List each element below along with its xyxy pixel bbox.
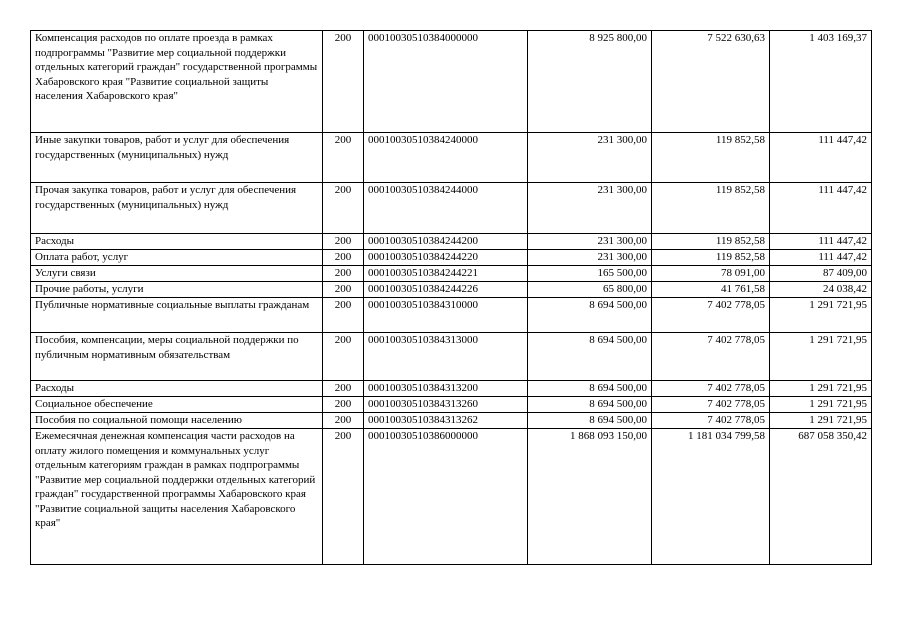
row-line-code: 200 (323, 234, 364, 250)
row-budget-code: 00010030510384244221 (364, 266, 528, 282)
table-row (31, 31, 872, 133)
row-name: Социальное обеспечение (31, 397, 323, 413)
row-budget-code: 00010030510384244000 (364, 183, 528, 234)
table-row (31, 381, 872, 397)
row-budget-code: 00010030510384244200 (364, 234, 528, 250)
row-approved: 231 300,00 (528, 183, 652, 234)
row-unexecuted: 24 038,42 (770, 282, 872, 298)
row-name: Компенсация расходов по оплате проезда в рамках подпрограммы "Развитие мер социальной поддержки отдельных категорий граждан" государственной программы Хабаровского края "Развитие социальной защиты населения Хабаровского края" (31, 31, 323, 133)
row-approved: 8 694 500,00 (528, 413, 652, 429)
row-line-code: 200 (323, 413, 364, 429)
row-executed: 119 852,58 (652, 250, 770, 266)
row-executed: 119 852,58 (652, 234, 770, 250)
row-line-code: 200 (323, 397, 364, 413)
row-unexecuted: 687 058 350,42 (770, 429, 872, 565)
row-unexecuted: 111 447,42 (770, 183, 872, 234)
row-name: Услуги связи (31, 266, 323, 282)
row-executed: 7 522 630,63 (652, 31, 770, 133)
row-unexecuted: 111 447,42 (770, 234, 872, 250)
row-approved: 8 694 500,00 (528, 298, 652, 333)
row-unexecuted: 1 291 721,95 (770, 381, 872, 397)
row-approved: 231 300,00 (528, 250, 652, 266)
row-executed: 7 402 778,05 (652, 413, 770, 429)
row-unexecuted: 1 291 721,95 (770, 413, 872, 429)
row-unexecuted: 111 447,42 (770, 133, 872, 183)
budget-execution-table (30, 30, 872, 565)
row-budget-code: 00010030510384313200 (364, 381, 528, 397)
row-budget-code: 00010030510384000000 (364, 31, 528, 133)
table-row (31, 183, 872, 234)
row-unexecuted: 87 409,00 (770, 266, 872, 282)
row-executed: 119 852,58 (652, 183, 770, 234)
row-budget-code: 00010030510384240000 (364, 133, 528, 183)
row-line-code: 200 (323, 381, 364, 397)
row-name: Ежемесячная денежная компенсация части расходов на оплату жилого помещения и коммунальных услуг отдельным категориям граждан в рамках подпрограммы "Развитие мер социальной поддержки отдельных категорий граждан" государственной программы Хабаровского края "Развитие социальной защиты населения Хабаровского края" (31, 429, 323, 565)
row-approved: 65 800,00 (528, 282, 652, 298)
table-row (31, 282, 872, 298)
row-budget-code: 00010030510384313000 (364, 333, 528, 381)
table-row (31, 413, 872, 429)
table-row (31, 133, 872, 183)
row-line-code: 200 (323, 31, 364, 133)
row-approved: 8 925 800,00 (528, 31, 652, 133)
row-line-code: 200 (323, 133, 364, 183)
row-name: Иные закупки товаров, работ и услуг для обеспечения государственных (муниципальных) нужд (31, 133, 323, 183)
row-budget-code: 00010030510384313260 (364, 397, 528, 413)
row-executed: 41 761,58 (652, 282, 770, 298)
table-row (31, 397, 872, 413)
row-name: Пособия по социальной помощи населению (31, 413, 323, 429)
table-row (31, 333, 872, 381)
row-name: Пособия, компенсации, меры социальной поддержки по публичным нормативным обязательствам (31, 333, 323, 381)
row-approved: 8 694 500,00 (528, 397, 652, 413)
table-row (31, 250, 872, 266)
table-row (31, 266, 872, 282)
row-unexecuted: 1 291 721,95 (770, 397, 872, 413)
row-approved: 165 500,00 (528, 266, 652, 282)
row-budget-code: 00010030510384244226 (364, 282, 528, 298)
row-unexecuted: 1 291 721,95 (770, 298, 872, 333)
row-executed: 7 402 778,05 (652, 381, 770, 397)
row-executed: 7 402 778,05 (652, 397, 770, 413)
row-unexecuted: 111 447,42 (770, 250, 872, 266)
row-approved: 8 694 500,00 (528, 333, 652, 381)
row-executed: 78 091,00 (652, 266, 770, 282)
row-approved: 231 300,00 (528, 133, 652, 183)
table-row (31, 298, 872, 333)
row-line-code: 200 (323, 266, 364, 282)
row-unexecuted: 1 291 721,95 (770, 333, 872, 381)
row-line-code: 200 (323, 250, 364, 266)
row-line-code: 200 (323, 429, 364, 565)
table-row (31, 429, 872, 565)
row-line-code: 200 (323, 183, 364, 234)
row-executed: 1 181 034 799,58 (652, 429, 770, 565)
row-name: Прочие работы, услуги (31, 282, 323, 298)
row-line-code: 200 (323, 298, 364, 333)
row-budget-code: 00010030510384313262 (364, 413, 528, 429)
row-name: Публичные нормативные социальные выплаты гражданам (31, 298, 323, 333)
row-name: Расходы (31, 234, 323, 250)
row-line-code: 200 (323, 282, 364, 298)
row-budget-code: 00010030510384244220 (364, 250, 528, 266)
row-line-code: 200 (323, 333, 364, 381)
row-name: Прочая закупка товаров, работ и услуг для обеспечения государственных (муниципальных) нужд (31, 183, 323, 234)
table-row (31, 234, 872, 250)
row-unexecuted: 1 403 169,37 (770, 31, 872, 133)
row-budget-code: 00010030510386000000 (364, 429, 528, 565)
row-approved: 8 694 500,00 (528, 381, 652, 397)
row-executed: 7 402 778,05 (652, 298, 770, 333)
row-name: Расходы (31, 381, 323, 397)
row-name: Оплата работ, услуг (31, 250, 323, 266)
row-executed: 7 402 778,05 (652, 333, 770, 381)
row-executed: 119 852,58 (652, 133, 770, 183)
row-budget-code: 00010030510384310000 (364, 298, 528, 333)
row-approved: 231 300,00 (528, 234, 652, 250)
row-approved: 1 868 093 150,00 (528, 429, 652, 565)
